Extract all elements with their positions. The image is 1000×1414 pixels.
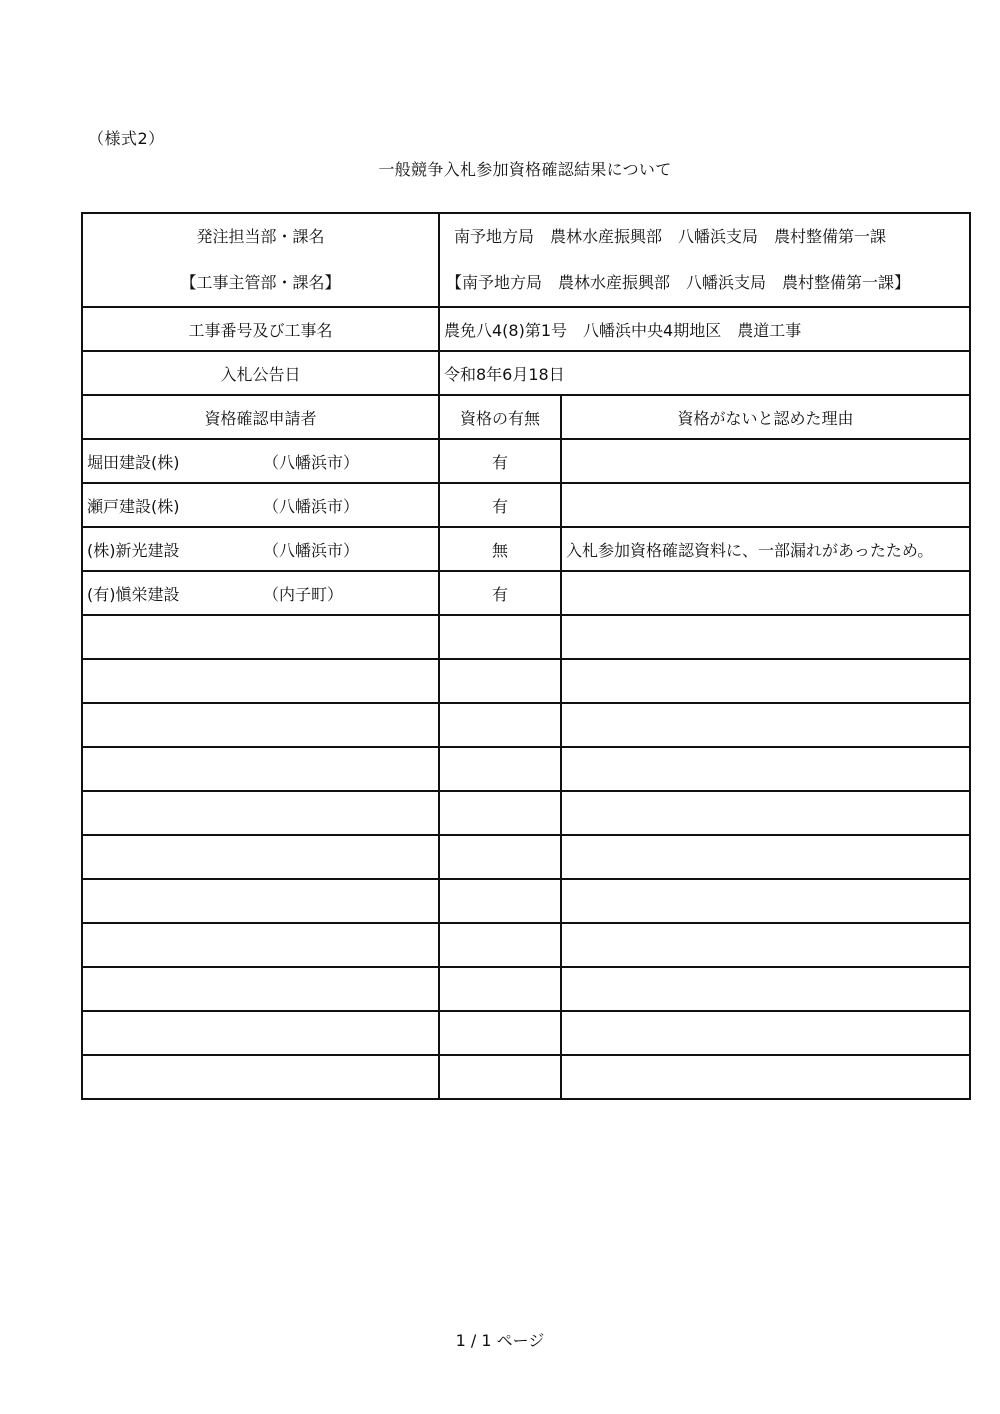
applicant-location: （八幡浜市） [263,540,360,560]
applicant-location: （内子町） [263,584,344,604]
table-row [82,615,970,659]
department-label: 発注担当部・課名 [196,227,325,246]
column-header-applicant: 資格確認申請者 [82,395,439,439]
applicant-location: （八幡浜市） [263,496,360,516]
reason-cell [561,791,970,835]
table-row [82,791,970,835]
applicant-cell [82,835,439,879]
qualified-cell [439,703,561,747]
qualified-cell: 有 [439,483,561,527]
document-title: 一般競争入札参加資格確認結果について [378,160,672,179]
applicant-cell [82,791,439,835]
project-value: 農免八4(8)第1号 八幡浜中央4期地区 農道工事 [439,307,970,351]
qualified-cell [439,879,561,923]
reason-cell [561,835,970,879]
applicant-cell [82,879,439,923]
qualified-cell [439,967,561,1011]
qualification-results-table [81,212,971,1100]
table-row [82,659,970,703]
table-row [82,571,970,615]
column-header-row [82,395,970,439]
column-header-reason: 資格がないと認めた理由 [561,395,970,439]
table-row [82,835,970,879]
supervising-department-value: 【南予地方局 農林水産振興部 八幡浜支局 農村整備第一課】 [446,273,911,292]
reason-cell [561,483,970,527]
applicant-cell [82,1011,439,1055]
qualified-cell: 有 [439,571,561,615]
reason-cell [561,1011,970,1055]
department-row [82,213,970,307]
reason-cell [561,879,970,923]
reason-cell [561,1055,970,1099]
table-row [82,703,970,747]
project-label: 工事番号及び工事名 [82,307,439,351]
qualified-cell [439,923,561,967]
applicant-cell [82,967,439,1011]
applicant-location: （八幡浜市） [263,452,360,472]
qualified-cell [439,791,561,835]
qualified-cell [439,835,561,879]
qualified-cell [439,1055,561,1099]
qualified-cell [439,747,561,791]
table-row [82,1055,970,1099]
reason-cell: 入札参加資格確認資料に、一部漏れがあったため。 [561,527,970,571]
table-row [82,967,970,1011]
qualified-cell: 有 [439,439,561,483]
applicant-cell [82,747,439,791]
applicant-name: 堀田建設(株) [87,452,180,472]
notice-date-row [82,351,970,395]
reason-cell [561,659,970,703]
reason-cell [561,571,970,615]
supervising-department-label: 【工事主管部・課名】 [180,273,341,292]
qualified-cell [439,615,561,659]
reason-cell [561,923,970,967]
applicant-cell [82,527,439,571]
applicant-cell [82,615,439,659]
department-value-cell [439,213,970,307]
applicant-name: (株)新光建設 [87,540,180,560]
applicant-name: (有)愼栄建設 [87,584,180,604]
applicant-cell [82,1055,439,1099]
table-row [82,1011,970,1055]
reason-cell [561,967,970,1011]
table-row [82,747,970,791]
table-row [82,923,970,967]
notice-date-value: 令和8年6月18日 [439,351,970,395]
form-number: （様式2） [88,129,165,148]
applicant-cell [82,659,439,703]
notice-date-label: 入札公告日 [82,351,439,395]
applicant-cell [82,571,439,615]
table-row [82,527,970,571]
page-indicator: 1 / 1 ページ [455,1331,545,1350]
project-row [82,307,970,351]
qualified-cell: 無 [439,527,561,571]
applicant-cell [82,703,439,747]
table-row [82,879,970,923]
reason-cell [561,703,970,747]
applicant-cell [82,923,439,967]
applicant-cell [82,483,439,527]
column-header-qualified: 資格の有無 [439,395,561,439]
table-row [82,439,970,483]
table-row [82,483,970,527]
applicant-cell [82,439,439,483]
applicant-name: 瀬戸建設(株) [87,496,180,516]
qualified-cell [439,1011,561,1055]
qualified-cell [439,659,561,703]
reason-cell [561,747,970,791]
reason-cell [561,615,970,659]
department-label-cell [82,213,439,307]
reason-cell [561,439,970,483]
department-value: 南予地方局 農林水産振興部 八幡浜支局 農村整備第一課 [454,227,887,246]
